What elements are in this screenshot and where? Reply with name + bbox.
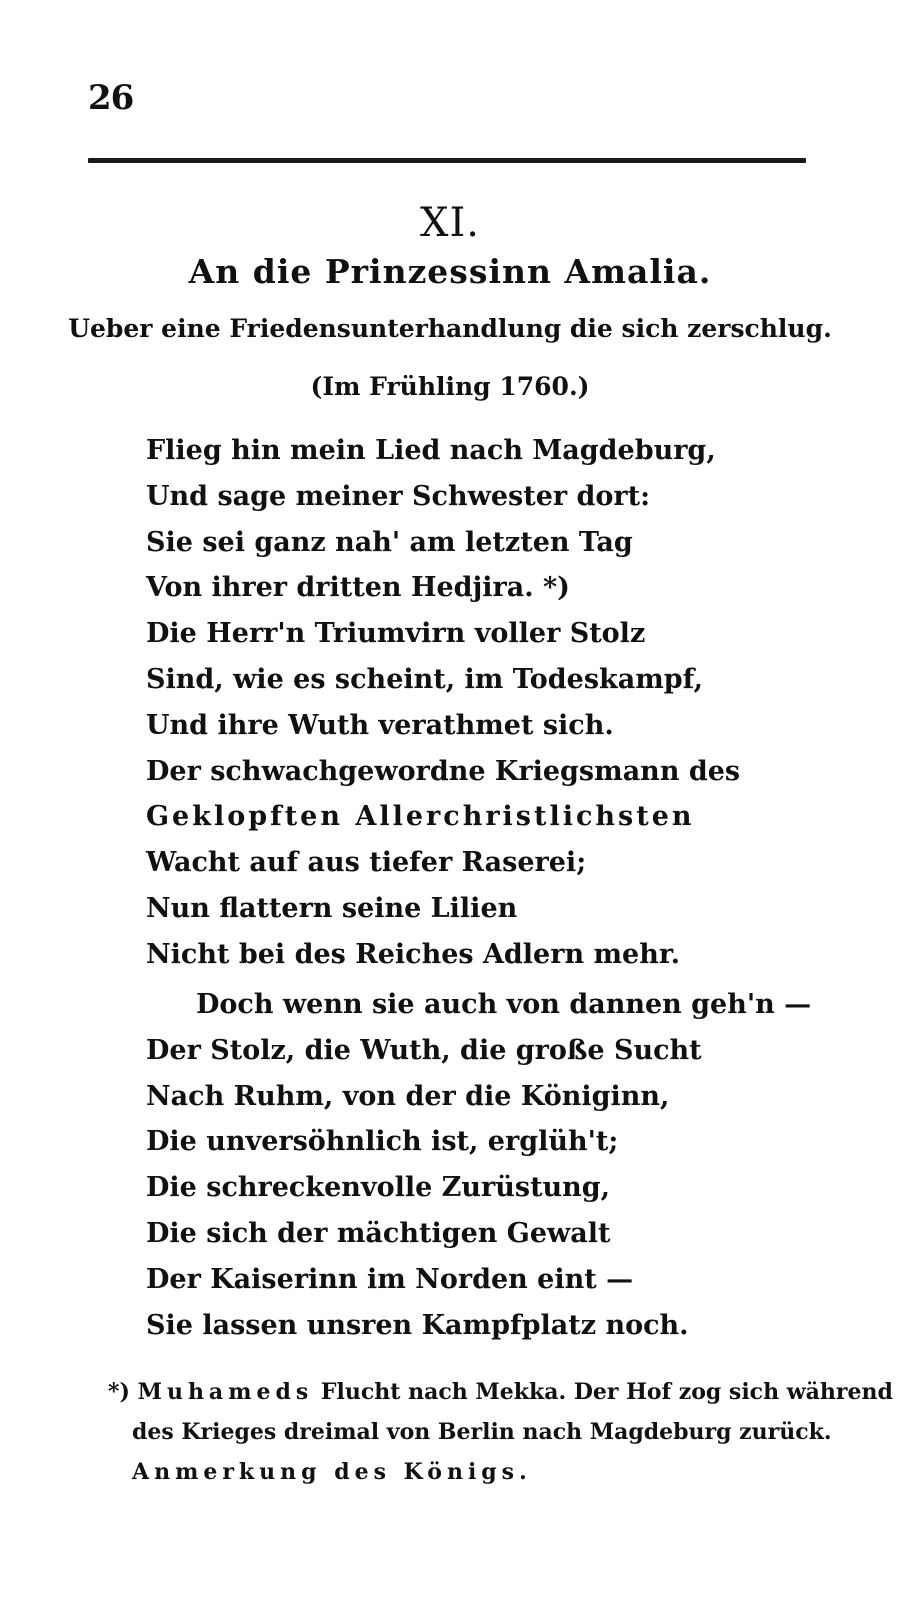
verse-line: Sind, wie es scheint, im Todeskampf, xyxy=(146,663,704,695)
header-rule xyxy=(88,158,806,163)
verse-line: Der Kaiserinn im Norden eint — xyxy=(146,1263,634,1295)
stanza-2 xyxy=(146,982,846,1348)
verse-line: Wacht auf aus tiefer Raserei; xyxy=(146,847,587,879)
page-number: 26 xyxy=(88,78,134,118)
verse-line: Geklopften Allerchristlichsten xyxy=(146,801,695,833)
verse-line: Die Herr'n Triumvirn voller Stolz xyxy=(146,618,646,650)
footnote-marker: *) xyxy=(108,1379,130,1405)
footnote-text: Flucht nach Mekka. Der Hof zog sich während xyxy=(320,1379,893,1405)
verse-line: Sie sei ganz nah' am letzten Tag xyxy=(146,526,633,558)
poem-dateline: (Im Frühling 1760.) xyxy=(310,372,590,401)
footnote-attribution: Anmerkung des Königs. xyxy=(132,1459,532,1485)
verse-line: Doch wenn sie auch von dannen geh'n — xyxy=(196,989,812,1020)
verse-line: Und ihre Wuth verathmet sich. xyxy=(146,709,614,741)
verse-line: Der Stolz, die Wuth, die große Sucht xyxy=(146,1034,702,1066)
stanza-1 xyxy=(146,428,846,978)
verse-line: Von ihrer dritten Hedjira. *) xyxy=(146,572,570,604)
verse-line: Flieg hin mein Lied nach Magdeburg, xyxy=(146,435,716,466)
verse-line: Sie lassen unsren Kampfplatz noch. xyxy=(146,1309,689,1341)
footnote xyxy=(108,1372,893,1492)
verse-line: Und sage meiner Schwester dort: xyxy=(146,480,651,512)
verse-line: Die sich der mächtigen Gewalt xyxy=(146,1217,611,1249)
verse-line: Der schwachgewordne Kriegsmann des xyxy=(146,755,741,787)
footnote-line-1 xyxy=(108,1372,893,1412)
verse-line: Nicht bei des Reiches Adlern mehr. xyxy=(146,938,681,970)
verse-line: Die unversöhnlich ist, erglüh't; xyxy=(146,1126,619,1158)
verse-line: Nach Ruhm, von der die Königinn, xyxy=(146,1080,670,1112)
poem-numeral: XI. xyxy=(420,200,480,246)
poem-subtitle: Ueber eine Friedensunterhandlung die sich zerschlug. xyxy=(68,314,832,343)
footnote-line-2: des Krieges dreimal von Berlin nach Magdeburg zurück. xyxy=(132,1419,832,1445)
footnote-spaced-word: Muhameds xyxy=(137,1379,314,1405)
verse-line: Die schreckenvolle Zurüstung, xyxy=(146,1172,611,1204)
verse-line: Nun flattern seine Lilien xyxy=(146,892,518,924)
poem-title: An die Prinzessinn Amalia. xyxy=(188,252,712,291)
